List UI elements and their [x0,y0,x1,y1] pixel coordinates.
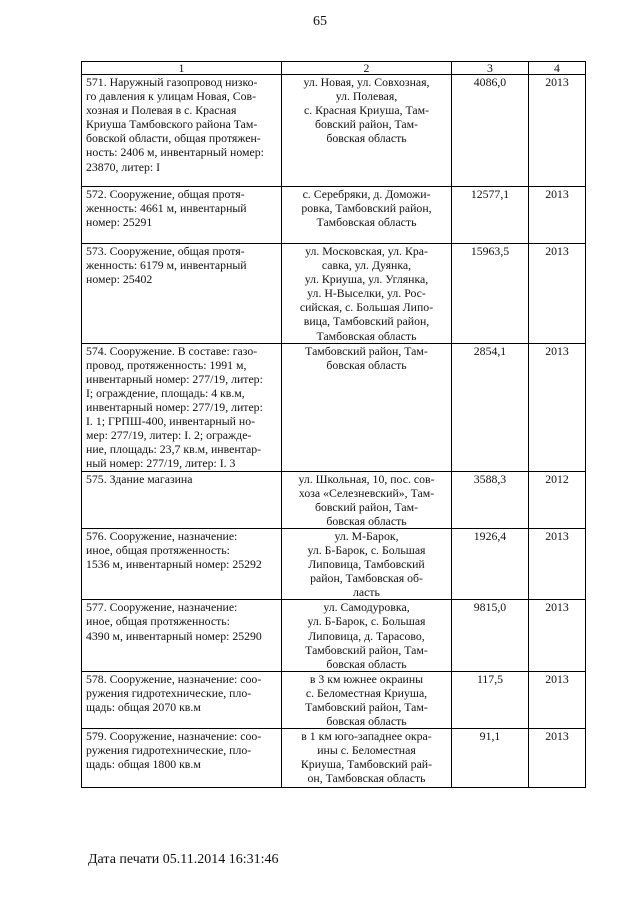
year-cell: 2013 [529,600,586,671]
table-row [82,600,586,671]
area-cell: 9815,0 [452,600,529,671]
year-cell: 2013 [529,343,586,471]
year-cell: 2013 [529,671,586,728]
address-cell: в 1 км юго-западнее окра- ины с. Беломестная Криуша, Тамбовский рай- он, Тамбовская область [282,729,452,788]
area-cell: 91,1 [452,729,529,788]
year-cell: 2013 [529,187,586,244]
address-cell: в 3 км южнее окраины с. Беломестная Криуша, Тамбовский район, Там- бовская область [282,671,452,728]
year-cell: 2012 [529,471,586,528]
address-cell: ул. Школьная, 10, пос. сов- хоза «Селезневский», Там- бовский район, Там- бовская область [282,471,452,528]
area-cell: 12577,1 [452,187,529,244]
header-col-4: 4 [529,62,586,75]
table-row [82,187,586,244]
table-row [82,244,586,344]
year-cell: 2013 [529,75,586,187]
year-cell: 2013 [529,244,586,344]
area-cell: 1926,4 [452,528,529,599]
area-cell: 15963,5 [452,244,529,344]
header-col-2: 2 [282,62,452,75]
object-name-cell: 572. Сооружение, общая протя- женность: 4661 м, инвентарный номер: 25291 [82,187,282,244]
table-row [82,528,586,599]
object-name-cell: 576. Сооружение, назначение: иное, общая протяженность: 1536 м, инвентарный номер: 25292 [82,528,282,599]
address-cell: ул. Московская, ул. Кра- савка, ул. Дуянка, ул. Криуша, ул. Углянка, ул. Н-Выселки, ул. Рос- сийская, с. Большая Липо- вица, Тамбовский район, Тамбовская область [282,244,452,344]
area-cell: 3588,3 [452,471,529,528]
object-name-cell: 574. Сооружение. В составе: газо- провод, протяженность: 1991 м, инвентарный номер: 277/19, литер: I; ограждение, площадь: 4 кв.м, инвентарный номер: 277/19, литер: I. 1; ГРПШ-400, инвентарный но- мер: 277/19, литер: I. 2; огражде- ние, площадь: 23,7 кв.м, инвентар- ный номер: 277/19, литер: I. 3 [82,343,282,471]
header-row [82,62,586,75]
object-name-cell: 573. Сооружение, общая протя- женность: 6179 м, инвентарный номер: 25402 [82,244,282,344]
area-cell: 117,5 [452,671,529,728]
address-cell: Тамбовский район, Там- бовская область [282,343,452,471]
object-name-cell: 579. Сооружение, назначение: соо- ружения гидротехнические, пло- щадь: общая 1800 кв.м [82,729,282,788]
year-cell: 2013 [529,528,586,599]
header-col-1: 1 [82,62,282,75]
table-row [82,671,586,728]
area-cell: 2854,1 [452,343,529,471]
object-name-cell: 577. Сооружение, назначение: иное, общая протяженность: 4390 м, инвентарный номер: 25290 [82,600,282,671]
object-name-cell: 578. Сооружение, назначение: соо- ружения гидротехнические, пло- щадь: общая 2070 кв.м [82,671,282,728]
table-body [82,75,586,788]
print-date: Дата печати 05.11.2014 16:31:46 [88,852,279,867]
table-row [82,471,586,528]
address-cell: ул. Новая, ул. Совхозная, ул. Полевая, с. Красная Криуша, Там- бовский район, Там- бовская область [282,75,452,187]
address-cell: ул. М-Барок, ул. Б-Барок, с. Большая Липовица, Тамбовский район, Тамбовская об- ласть [282,528,452,599]
page-number: 65 [313,14,327,29]
address-cell: ул. Самодуровка, ул. Б-Барок, с. Большая Липовица, д. Тарасово, Тамбовский район, Там- бовская область [282,600,452,671]
year-cell: 2013 [529,729,586,788]
property-registry-table [81,61,586,788]
object-name-cell: 575. Здание магазина [82,471,282,528]
table-row [82,729,586,788]
area-cell: 4086,0 [452,75,529,187]
table-row [82,75,586,187]
address-cell: с. Серебряки, д. Доможи- ровка, Тамбовский район, Тамбовская область [282,187,452,244]
object-name-cell: 571. Наружный газопровод низко- го давления к улицам Новая, Сов- хозная и Полевая в с. Красная Криуша Тамбовского района Там- бовской области, общая протяжен- ность: 2406 м, инвентарный номер: 23870, литер: I [82,75,282,187]
header-col-3: 3 [452,62,529,75]
table-row [82,343,586,471]
